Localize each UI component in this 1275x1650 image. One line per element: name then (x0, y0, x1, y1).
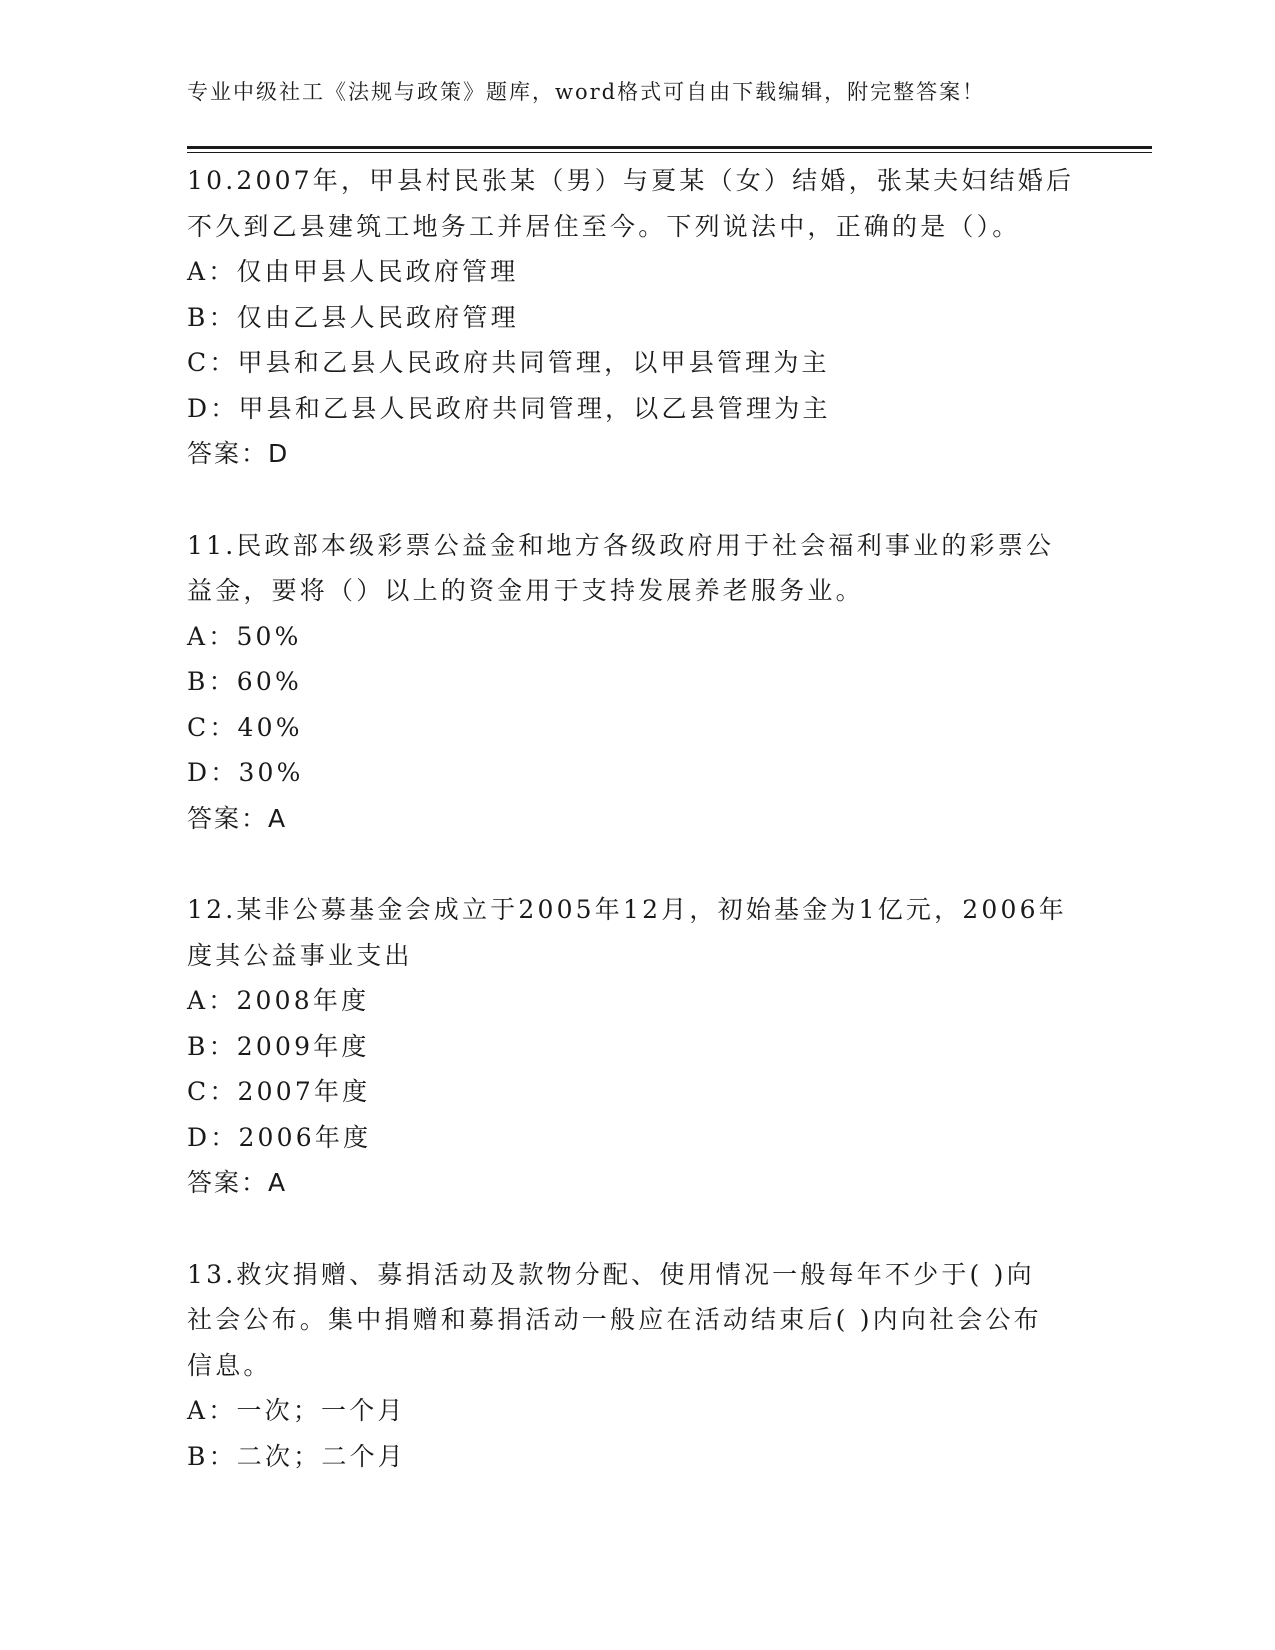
header-rule-thin (187, 152, 1152, 153)
option-a: A：仅由甲县人民政府管理 (187, 257, 519, 286)
option-d: D：甲县和乙县人民政府共同管理，以乙县管理为主 (187, 393, 831, 423)
option-a: A：一次；一个月 (187, 1396, 406, 1425)
question-stem-line: 度其公益事业支出 (187, 940, 413, 970)
question-stem-line: 社会公布。集中捐赠和募捐活动一般应在活动结束后( )内向社会公布 (187, 1305, 1042, 1334)
question-stem-line: 13.救灾捐赠、募捐活动及款物分配、使用情况一般每年不少于( )向 (187, 1259, 1035, 1289)
option-c: C：甲县和乙县人民政府共同管理，以甲县管理为主 (187, 348, 830, 377)
question-list (187, 158, 1087, 1525)
question-stem-line: 10.2007年，甲县村民张某（男）与夏某（女）结婚，张某夫妇结婚后 (187, 166, 1075, 195)
answer-line: 答案：A (187, 1168, 288, 1197)
option-b: B：仅由乙县人民政府管理 (187, 302, 519, 332)
option-b: B：2009年度 (187, 1031, 370, 1061)
question-stem-line: 11.民政部本级彩票公益金和地方各级政府用于社会福利事业的彩票公 (187, 530, 1055, 560)
question-stem-line: 不久到乙县建筑工地务工并居住至今。下列说法中，正确的是（）。 (187, 211, 1021, 241)
question-stem-line: 12.某非公募基金会成立于2005年12月，初始基金为1亿元，2006年 (187, 895, 1067, 924)
option-c: C：40% (187, 712, 303, 742)
option-d: D：2006年度 (187, 1122, 372, 1152)
option-d: D：30% (187, 758, 304, 787)
answer-line: 答案：D (187, 439, 290, 468)
question-11 (187, 523, 1087, 842)
option-a: A：50% (187, 621, 302, 651)
answer-line: 答案：A (187, 803, 288, 833)
question-10 (187, 158, 1087, 477)
option-c: C：2007年度 (187, 1077, 371, 1106)
page-header: 专业中级社工《法规与政策》题库，word格式可自由下载编辑，附完整答案！ (187, 80, 986, 104)
option-b: B：60% (187, 667, 302, 696)
question-stem-line: 信息。 (187, 1350, 272, 1380)
question-13 (187, 1252, 1087, 1480)
question-12 (187, 887, 1087, 1206)
question-stem-line: 益金，要将（）以上的资金用于支持发展养老服务业。 (187, 576, 864, 605)
option-b: B：二次；二个月 (187, 1441, 406, 1471)
option-a: A：2008年度 (187, 986, 370, 1015)
header-rule-thick (187, 146, 1152, 149)
